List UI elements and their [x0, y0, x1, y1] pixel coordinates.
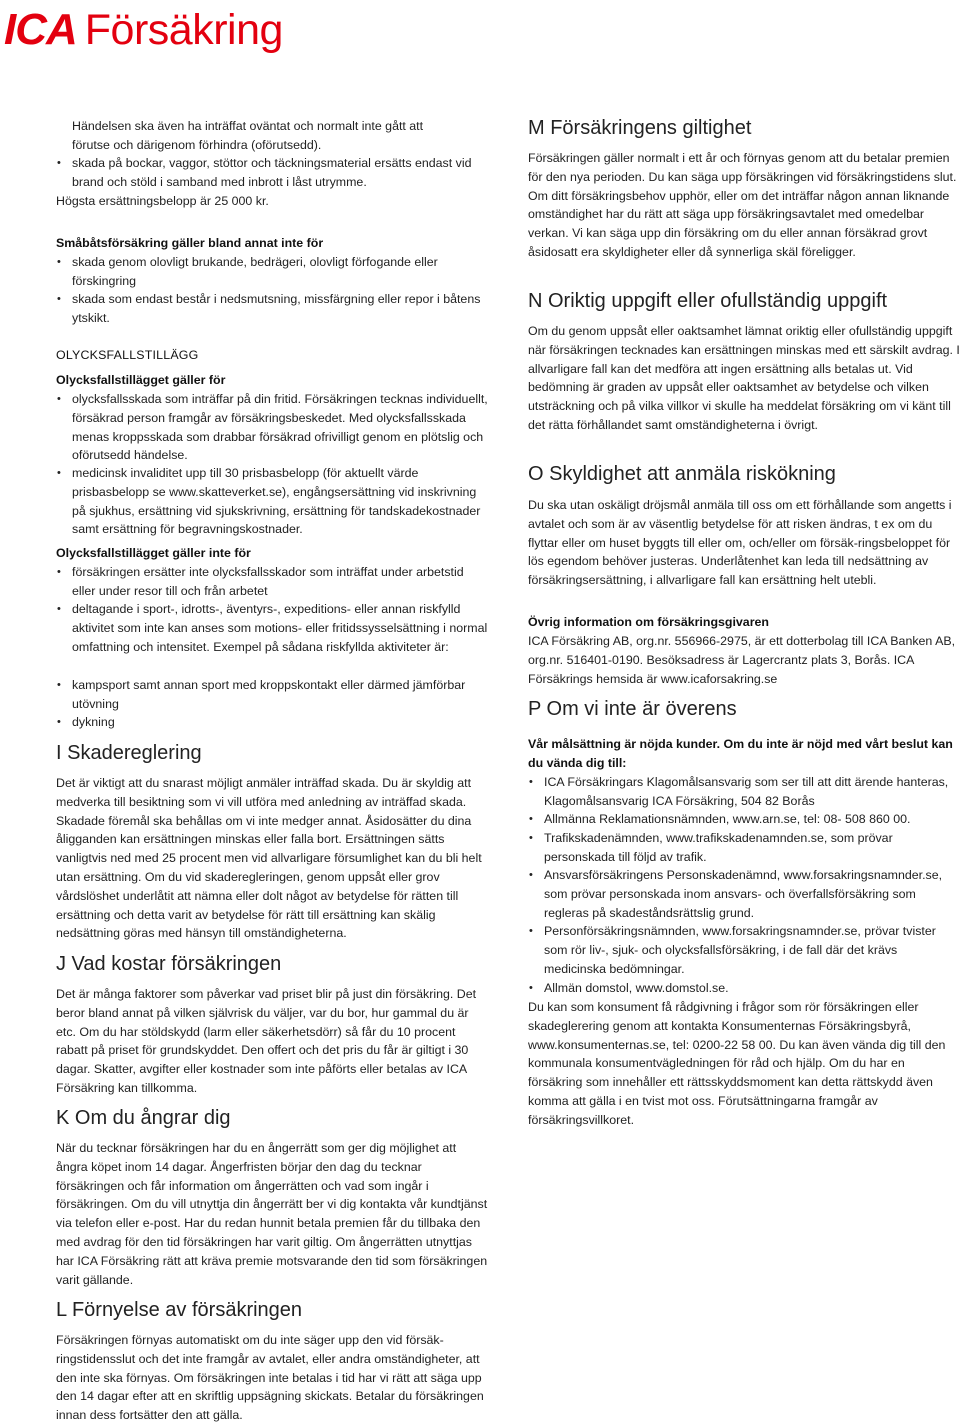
olycksfall-galler-heading: Olycksfallstillägget gäller för	[56, 373, 226, 387]
olycksfall-inte-bullet-3: • kampsport samt annan sport med kroppskontakt eller därmed jämförbar utövning	[56, 676, 488, 714]
section-p-text: Du kan som konsument få rådgivning i frågor som rör försäkringen eller skadeglerering genom att kontakta Konsumenternas Försäkringsbyrå, www.konsumenternas.se, tel: 0200-22 58 00. Du kan även vända dig till den kommunala konsumentvägledningen för råd och hjälp. Om du har en försäkring som innehåller ett rättsskyddsmoment kan detta rättskydd även komma att gälla i en tvist mot oss. Förutsättningarna framgår av försäkringsvillkoret.	[528, 1000, 946, 1127]
section-i-text: Det är viktigt att du snarast möjligt anmäler inträffad skada. Du är skyldig att medverka till besiktning som vi vill utföra med anledning av inträffad skada. Skadade föremål ska behållas om vi inte medger annat. Åsidosätter du dina åligganden kan ersättningen minskas eller falla bort. Ersättningen sätts vanligtvis ned med 25 procent men vid allvarligare försumlighet kan du bli helt utan ersättning. Om du vid skaderegleringen, genom uppsåt eller grov vårdslöshet underlåtit att nämna eller dolt något av betydelse för rätten till ersättning och detta varit av betydelse för rätt till ersättning kan skälig nedsättning göras med hänsyn till omständigheterna.	[56, 776, 482, 941]
olycksfall-inte-bullet-1: • försäkringen ersätter inte olycksfallsskador som inträffat under arbetstid eller under resor till och från arbetet	[56, 563, 488, 601]
intro-max-amount: Högsta ersättningsbelopp är 25 000 kr.	[56, 194, 269, 208]
intro-line-1: Händelsen ska även ha inträffat oväntat och normalt inte gått att	[72, 119, 424, 133]
smabat-heading: Småbåtsförsäkring gäller bland annat inte för	[56, 236, 324, 250]
olycksfall-inte-heading: Olycksfallstillägget gäller inte för	[56, 546, 251, 560]
section-m-text: Försäkringen gäller normalt i ett år och förnyas genom att du betalar premien för den nya perioden. Du kan säga upp försäkringen vid försäkringstidens slut. Om ditt försäkringsbehov upphör, eller om det inträffar någon annan liknande omständighet har du rätt att säga upp försäkringsavtalet med omedelbar verkan. Vi kan säga upp din försäkring om du eller annan försäkrad grovt åsidosatt era skyldigheter eller då synnerliga skäl föreligger.	[528, 151, 957, 259]
section-p-bullet-5: • Personförsäkringsnämnden, www.forsakringsnamnder.se, prövar tvister som rör liv-, sjuk- och olycksfallsförsäkring, i de fall där det krävs medicinska bedömningar.	[528, 922, 960, 978]
section-n-heading: N Oriktig uppgift eller ofullständig uppgift	[528, 290, 888, 312]
section-p-bullet-2: • Allmänna Reklamationsnämnden, www.arn.se, tel: 08- 508 860 00.	[528, 810, 960, 829]
smabat-bullet-1: • skada genom olovligt brukande, bedrägeri, olovligt förfogande eller förskingring	[56, 253, 488, 291]
olycksfall-section-caps: OLYCKSFALLSTILLÄGG	[56, 348, 199, 362]
section-p-intro: Vår målsättning är nöjda kunder. Om du inte är nöjd med vårt beslut kan du vända dig till:	[528, 737, 953, 770]
section-o-text: Du ska utan oskäligt dröjsmål anmäla till oss om ett förhållande som angetts i avtalet och som är av väsentlig betydelse för att risken ändras, t ex om du flyttar eller om huset byggts till eller om, och/eller om försäk-ringsbeloppet för lös egendom behöver justeras. Underlåtenhet kan leda till nedsättning av försäkringsersättning, i allvarligare fall kan ersättning helt utebli.	[528, 498, 952, 588]
section-i-heading: I Skadereglering	[56, 742, 202, 764]
logo-ica: ICA	[4, 5, 77, 54]
section-l-text: Försäkringen förnyas automatiskt om du inte säger upp den vid försäk-ringstidensslut och det inte framgår av avtalet, eller andra omständigheter, att den inte ska förnyas. Om försäkringen inte betalas i tid har vi rätt att säga upp den 14 dagar efter att en skriftlig uppsägning skickats. Betalar du försäkringen innan dess fortsätter den att gälla.	[56, 1333, 484, 1423]
intro-line-2: förutse och därigenom förhindra (oförutsedd).	[72, 138, 322, 152]
section-k-heading: K Om du ångrar dig	[56, 1107, 231, 1129]
section-j-heading: J Vad kostar försäkringen	[56, 953, 282, 975]
olycksfall-inte-bullet-4: • dykning	[56, 713, 488, 732]
intro-bullet: • skada på bockar, vaggor, stöttor och täckningsmaterial ersätts endast vid brand och stöld i samband med inbrott i låst utrymme.	[56, 154, 488, 192]
section-o-heading: O Skyldighet att anmäla riskökning	[528, 463, 836, 485]
olycksfall-inte-bullet-2: • deltagande i sport-, idrotts-, äventyrs-, expeditions- eller annan riskfylld aktivitet som inte kan anses som motions- eller fritidssysselsättning i normal omfattning och intensitet. Exempel på sådana riskfyllda aktiviteter är:	[56, 600, 488, 656]
section-p-bullet-1: • ICA Försäkringars Klagomålsansvarig som ser till att ditt ärende hanteras, Klagomålsansvarig ICA Försäkring, 504 82 Borås	[528, 773, 960, 811]
section-l-heading: L Förnyelse av försäkringen	[56, 1299, 303, 1321]
section-j-text: Det är många faktorer som påverkar vad priset blir på just din försäkring. Det beror bland annat på vilken självrisk du väljer, var du bor, hur gammal du är etc. Om du har stöldskydd (larm eller säkerhetsdörr) så får du 10 procent rabatt på priset för grundskyddet. Den offert och det pris du får är giltigt i 30 dagar. Skatter, avgifter eller kostnader som inte påförts eller betalas av ICA Försäkring kan tillkomma.	[56, 987, 477, 1095]
section-p-bullet-3: • Trafikskadenämnden, www.trafikskadenamnden.se, som prövar personskada till följd av trafik.	[528, 829, 960, 867]
logo-forsakring: Försäkring	[84, 6, 283, 54]
section-k-text: När du tecknar försäkringen har du en ångerrätt som ger dig möjlighet att ångra köpet inom 14 dagar. Ångerfristen börjar den dag du tecknar försäkringen och får information om ångerrätten och vad som ingår i försäkringen. Om du vill utnyttja din ångerrätt ber vi dig kontakta vår kundtjänst via telefon eller e-post. Har du redan hunnit betala premien får du tillbaka den med avdrag för den tid försäkringen har varit giltig. Om ångerrätten utnyttjas har ICA Försäkring rätt att kräva premie motsvarande den tid som försäkringen varit gällande.	[56, 1141, 488, 1287]
section-p-bullet-6: • Allmän domstol, www.domstol.se.	[528, 979, 960, 998]
section-m-heading: M Försäkringens giltighet	[528, 117, 752, 139]
section-p-bullet-4: • Ansvarsförsäkringens Personskadenämnd, www.forsakringsnamnder.se, som prövar personskada inom ansvars- och överfallsförsäkring som regleras på skadeståndsrättslig grund.	[528, 866, 960, 922]
section-p-heading: P Om vi inte är överens	[528, 698, 737, 720]
olycksfall-galler-bullet-1: • olycksfallsskada som inträffar på din fritid. Försäkringen tecknas individuellt, försäkrad person framgår av försäkringsbeskedet. Med olycksfallsskada menas kroppsskada som drabbar försäkrad ofrivilligt genom en plötslig och oförutsedd händelse.	[56, 390, 488, 465]
section-n-text: Om du genom uppsåt eller oaktsamhet lämnat oriktig eller ofullständig uppgift när försäkringen tecknades kan ersättningen minskas med ett särskilt avdrag. I allvarligare fall kan det medföra att ingen ersättning alls betalas ut. Vid bedömning är graden av uppsåt eller oaktsamhet av betydelse och vilken utsträckning och på vilka villkor vi skulle ha meddelat försäkring om vi känt till det rätta förhållandet samt omständigheterna i övrigt.	[528, 324, 960, 432]
olycksfall-galler-bullet-2: • medicinsk invaliditet upp till 30 prisbasbelopp (för aktuellt värde prisbasbelopp se www.skatteverket.se), engångsersättning vid inskrivning på sjukhus, ersättning vid sjukskrivning, ersättning för tandskadekostnader samt ersättning för begravningskostnader.	[56, 464, 488, 539]
ica-forsakring-logo	[4, 2, 283, 52]
ovrig-info-text: ICA Försäkring AB, org.nr. 556966-2975, är ett dotterbolag till ICA Banken AB, org.nr. 516401-0190. Besöksadress är Lagercrantz plats 3, Borås. ICA Försäkrings hemsida är www.icaforsakring.se	[528, 634, 956, 686]
ovrig-info-heading: Övrig information om försäkringsgivaren	[528, 615, 769, 629]
smabat-bullet-2: • skada som endast består i nedsmutsning, missfärgning eller repor i båtens ytskikt.	[56, 290, 488, 328]
